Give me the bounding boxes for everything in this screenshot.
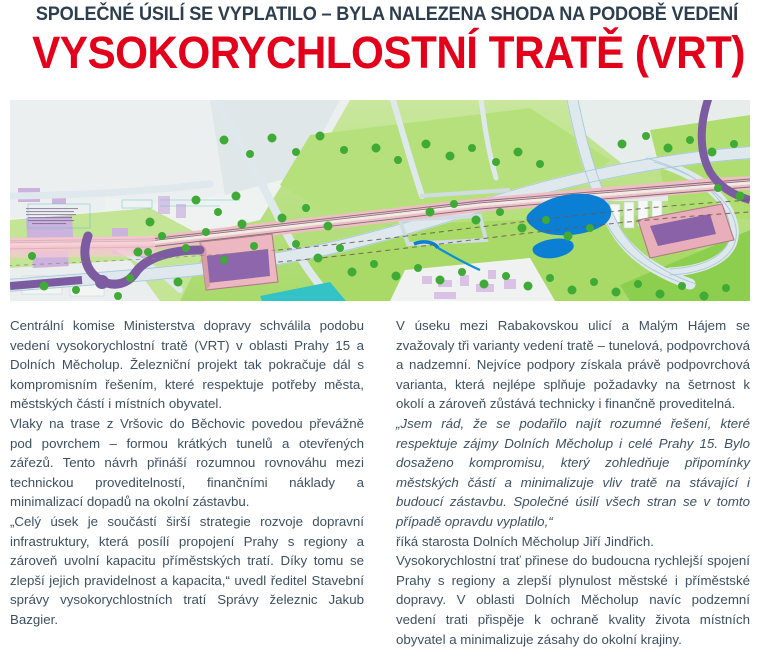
pull-quote: „Jsem rád, že se podařilo najít rozumné řešení, které respektuje zájmy Dolních Měcholup i celé Prahy 15. Bylo dosaženo kompromisu, který zohledňuje připomínky městských částí a minimalizuje vliv tratě na stávající i budoucí zástavbu. Společné úsilí všech stran se v tomto případě opravdu vyplatilo,“ <box>396 415 750 529</box>
paragraph: Centrální komise Ministerstva dopravy schválila podobu vedení vysokorychlostní tratě (VRT) v oblasti Prahy 15 a Dolních Měcholup. Železniční projekt tak pokračuje dál s kompromisním řešením, které respektuje potřeby města, městských částí i místních obyvatel. <box>10 318 364 412</box>
paragraph: V úseku mezi Rabakovskou ulicí a Malým Hájem se zvažovaly tři varianty vedení tratě – tunelová, podpovrchová a nadzemní. Nejvíce podpory získala právě podpovrchová varianta, která nejlépe splňuje požadavky na šetrnost k okolí a zároveň zůstává technicky i finančně proveditelná. <box>396 318 750 412</box>
article-kicker: SPOLEČNÉ ÚSILÍ SE VYPLATILO – BYLA NALEZENA SHODA NA PODOBĚ VEDENÍ <box>35 3 738 25</box>
map-figure <box>10 100 750 301</box>
article-header <box>0 0 758 79</box>
paragraph: Vlaky na trase z Vršovic do Běchovic povedou převážně pod povrchem – formou krátkých tunelů a otevřených zářezů. Tento návrh přináší rozumnou rovnováhu mezi technickou proveditelností, finančními náklady a minimalizací dopadů na okolní zástavbu. <box>10 415 364 510</box>
article-column-right <box>396 316 750 649</box>
article-body <box>10 316 750 649</box>
paragraph: „Celý úsek je součástí širší strategie rozvoje dopravní infrastruktury, která posílí propojení Prahy s regiony a zároveň uvolní kapacitu příměstských tratí. Díky tomu se zlepší jejich pravidelnost a kapacita,“ uvedl ředitel Stavební správy vysokorychlostních tratí Správy železnic Jakub Bazgier. <box>10 513 364 627</box>
article-headline: VYSOKORYCHLOSTNÍ TRATĚ (VRT) <box>32 27 745 79</box>
paragraph: Vysokorychlostní trať přinese do budoucna rychlejší spojení Prahy s regiony a zlepší plynulost městské i příměstské dopravy. V oblasti Dolních Měcholup navíc podzemní vedení trati přispěje k ochraně kvality života místních obyvatel a minimalizuje zásahy do okolní krajiny. <box>396 553 750 647</box>
quote-attribution: říká starosta Dolních Měcholup Jiří Jindřich. <box>396 533 654 549</box>
article-column-left <box>10 316 364 649</box>
site-plan-map-illustration <box>10 100 750 301</box>
station-structure <box>200 234 278 290</box>
